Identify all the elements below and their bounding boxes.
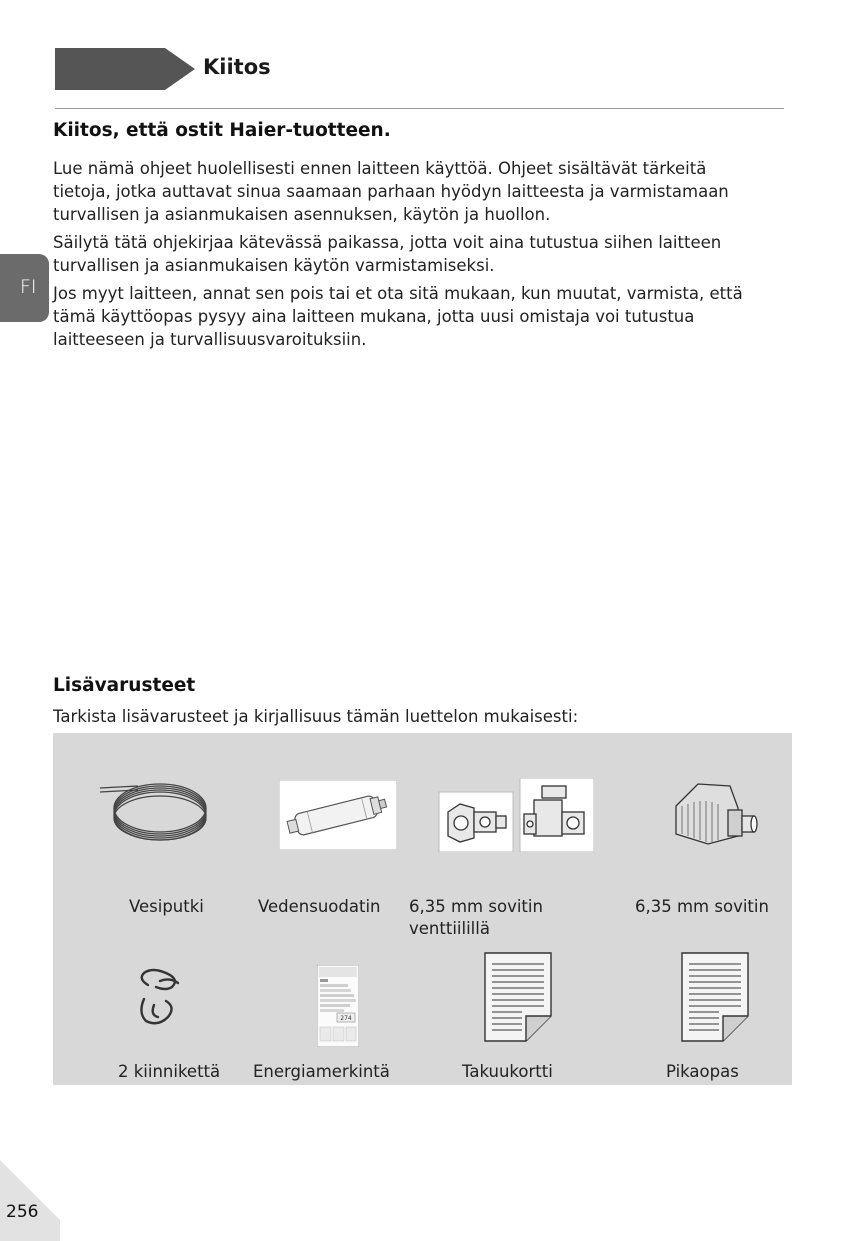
accessory-label-adapter-valve: [409, 896, 543, 940]
accessory-label-quick-guide: Pikaopas: [666, 1062, 739, 1081]
text-line: tämä käyttöopas pysyy aina laitteen mukana, jotta uusi omistaja voi tutustua: [53, 307, 695, 326]
header-title: Kiitos: [203, 55, 271, 79]
text-line: Lue nämä ohjeet huolellisesti ennen laitteen käyttöä. Ohjeet sisältävät tärkeitä: [53, 159, 707, 178]
warranty-card-icon: [484, 952, 552, 1042]
accessories-subtitle: Tarkista lisävarusteet ja kirjallisuus tämän luettelon mukaisesti:: [53, 707, 579, 726]
water-pipe-coil-icon: [98, 772, 218, 842]
text-line: turvallisen ja asianmukaisen asennuksen, käytön ja huollon.: [53, 205, 551, 224]
accessory-label-water-pipe: Vesiputki: [129, 897, 204, 916]
water-filter-icon: [279, 780, 397, 850]
accessory-label-adapter: 6,35 mm sovitin: [635, 897, 769, 916]
intro-heading: Kiitos, että ostit Haier-tuotteen.: [53, 120, 391, 141]
intro-paragraph-1: [53, 157, 788, 226]
header-rule: [55, 108, 784, 109]
energy-label-icon: [317, 965, 359, 1047]
text-line: turvallisen ja asianmukaisen käytön varmistamiseksi.: [53, 256, 495, 275]
accessories-heading: Lisävarusteet: [53, 675, 196, 696]
text-line: Jos myyt laitteen, annat sen pois tai et ota sitä mukaan, kun muutat, varmista, että: [53, 284, 743, 303]
adapter-with-valve-icon: [438, 778, 594, 852]
adapter-icon: [668, 776, 760, 850]
text-line: 6,35 mm sovitin: [409, 897, 543, 916]
intro-paragraph-3: [53, 282, 788, 351]
text-line: venttiilillä: [409, 919, 490, 938]
language-tab-label: FI: [20, 276, 37, 298]
energy-label-value: 274: [340, 1015, 352, 1022]
quick-guide-icon: [681, 952, 749, 1042]
header-arrow-banner: [55, 48, 195, 90]
accessory-label-water-filter: Vedensuodatin: [258, 897, 381, 916]
accessory-label-warranty-card: Takuukortti: [462, 1062, 553, 1081]
page-number: 256: [6, 1202, 39, 1222]
accessory-label-clips: 2 kiinnikettä: [118, 1062, 221, 1081]
clips-icon: [136, 965, 188, 1029]
intro-paragraph-2: [53, 231, 788, 277]
text-line: Säilytä tätä ohjekirjaa kätevässä paikassa, jotta voit aina tutustua siihen laitteen: [53, 233, 722, 252]
page-corner-tab: [0, 1160, 60, 1241]
text-line: laitteeseen ja turvallisuusvaroituksiin.: [53, 330, 367, 349]
accessory-label-energy-label: Energiamerkintä: [253, 1062, 390, 1081]
text-line: tietoja, jotka auttavat sinua saamaan parhaan hyödyn laitteesta ja varmistamaan: [53, 182, 729, 201]
